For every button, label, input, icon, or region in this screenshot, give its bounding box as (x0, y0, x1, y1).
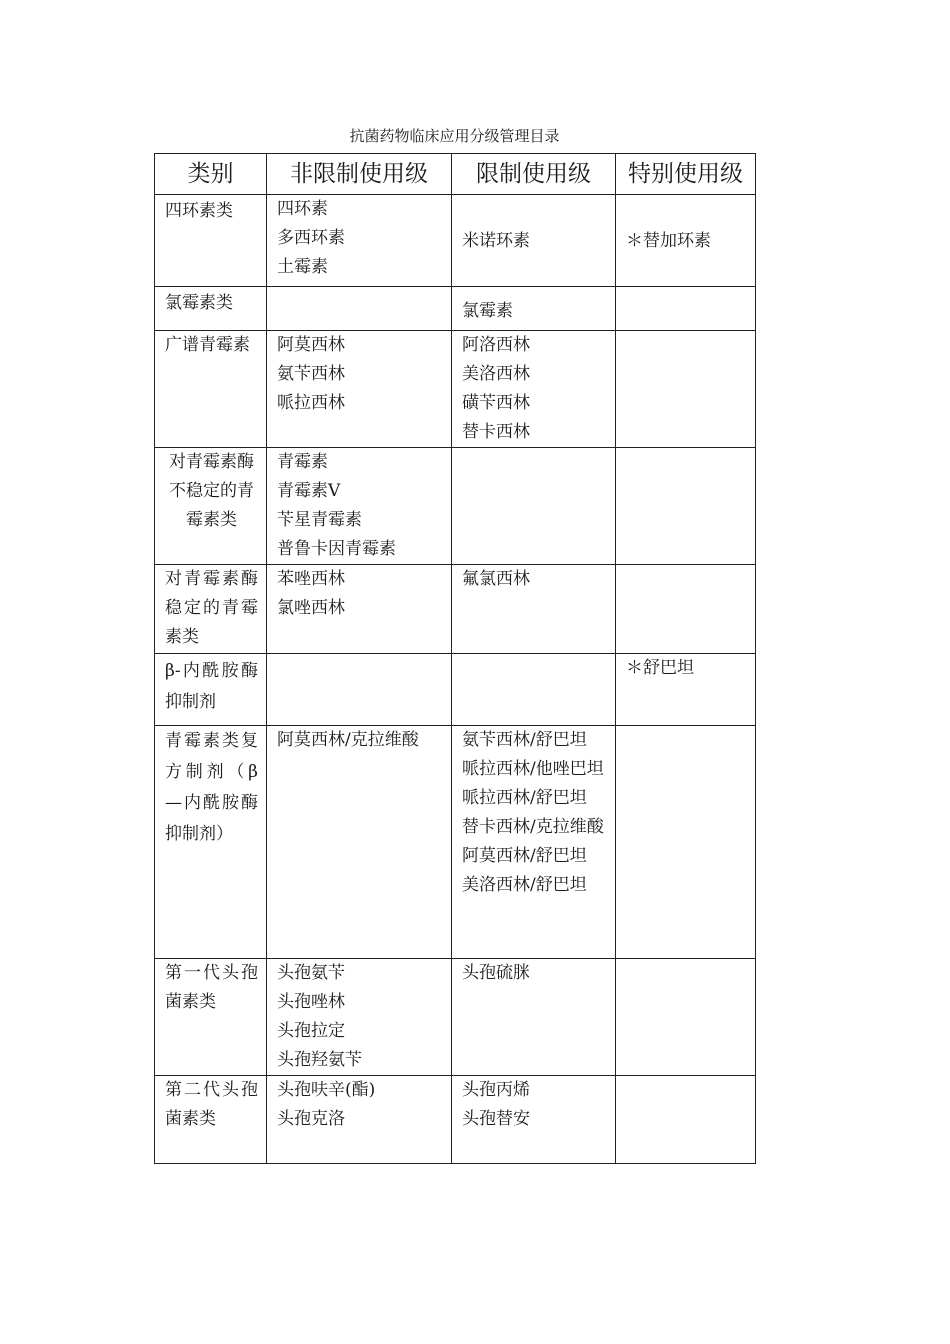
unrestricted-cell (267, 959, 452, 1076)
drug-name: 氯唑西林 (277, 598, 345, 618)
drug-name: 青霉素 (277, 452, 328, 472)
drug-name: 阿莫西林 (277, 335, 345, 355)
table-row (155, 565, 756, 654)
table-row (155, 959, 756, 1076)
drug-name: 头孢呋辛(酯) (277, 1080, 376, 1100)
table-row (155, 726, 756, 959)
category-cell: 第二代头孢菌素类 (155, 1076, 267, 1164)
table-row (155, 1076, 756, 1164)
drug-name: 头孢克洛 (277, 1109, 345, 1129)
table-row (155, 195, 756, 287)
drug-name: ＊舒巴坦 (626, 658, 694, 678)
special-cell (616, 565, 756, 654)
restricted-cell (452, 287, 616, 331)
drug-name: 阿莫西林/舒巴坦 (462, 846, 587, 866)
drug-name: 磺苄西林 (462, 393, 530, 413)
unrestricted-cell (267, 726, 452, 959)
restricted-cell (452, 565, 616, 654)
unrestricted-cell (267, 287, 452, 331)
drug-name: 氨苄西林/舒巴坦 (462, 730, 587, 750)
header-category: 类别 (155, 154, 267, 195)
drug-name: 米诺环素 (462, 231, 530, 251)
category-cell: 氯霉素类 (155, 287, 267, 331)
drug-name: 替卡西林 (462, 422, 530, 442)
category-cell: 广谱青霉素 (155, 331, 267, 448)
drug-name: 氟氯西林 (462, 569, 530, 589)
header-special: 特别使用级 (616, 154, 756, 195)
drug-name: 四环素 (277, 199, 328, 219)
table-row (155, 654, 756, 726)
drug-name: 苄星青霉素 (277, 510, 362, 530)
special-cell (616, 654, 756, 726)
special-cell (616, 287, 756, 331)
drug-name: 头孢替安 (462, 1109, 530, 1129)
drug-name: 头孢硫脒 (462, 963, 530, 983)
drug-name: 哌拉西林 (277, 393, 345, 413)
drug-name: 头孢拉定 (277, 1021, 345, 1041)
special-cell (616, 726, 756, 959)
restricted-cell (452, 1076, 616, 1164)
restricted-cell (452, 654, 616, 726)
drug-name: 阿莫西林/克拉维酸 (277, 730, 419, 750)
drug-name: 美洛西林 (462, 364, 530, 384)
unrestricted-cell (267, 654, 452, 726)
drug-name: ＊替加环素 (626, 231, 711, 251)
drug-name: 氯霉素 (462, 301, 513, 321)
drug-name: 氨苄西林 (277, 364, 345, 384)
category-cell: 四环素类 (155, 195, 267, 287)
header-unrestricted: 非限制使用级 (267, 154, 452, 195)
special-cell (616, 448, 756, 565)
table-header-row (155, 154, 756, 195)
unrestricted-cell (267, 565, 452, 654)
restricted-cell (452, 726, 616, 959)
drug-name: 青霉素Ⅴ (277, 481, 341, 501)
category-cell: 青霉素类复方制剂（β—内酰胺酶抑制剂） (155, 726, 267, 959)
drug-name: 头孢氨苄 (277, 963, 345, 983)
drug-name: 哌拉西林/他唑巴坦 (462, 759, 604, 779)
restricted-cell (452, 331, 616, 448)
drug-name: 头孢唑林 (277, 992, 345, 1012)
special-cell (616, 195, 756, 287)
drug-name: 头孢羟氨苄 (277, 1050, 362, 1070)
drug-name: 普鲁卡因青霉素 (277, 539, 396, 559)
drug-name: 多西环素 (277, 228, 345, 248)
unrestricted-cell (267, 331, 452, 448)
table-row (155, 331, 756, 448)
table-row (155, 448, 756, 565)
special-cell (616, 1076, 756, 1164)
drug-name: 苯唑西林 (277, 569, 345, 589)
drug-name: 头孢丙烯 (462, 1080, 530, 1100)
category-cell: 第一代头孢菌素类 (155, 959, 267, 1076)
category-cell: 对青霉素酶不稳定的青霉素类 (155, 448, 267, 565)
special-cell (616, 331, 756, 448)
drug-name: 阿洛西林 (462, 335, 530, 355)
header-restricted: 限制使用级 (452, 154, 616, 195)
special-cell (616, 959, 756, 1076)
drug-name: 土霉素 (277, 257, 328, 277)
table-row (155, 287, 756, 331)
drug-name: 替卡西林/克拉维酸 (462, 817, 604, 837)
drug-name: 哌拉西林/舒巴坦 (462, 788, 587, 808)
unrestricted-cell (267, 195, 452, 287)
category-cell: β-内酰胺酶抑制剂 (155, 654, 267, 726)
document-title: 抗菌药物临床应用分级管理目录 (349, 127, 560, 145)
drug-name: 美洛西林/舒巴坦 (462, 875, 587, 895)
antibiotic-catalog-table (154, 153, 756, 1164)
restricted-cell (452, 448, 616, 565)
unrestricted-cell (267, 1076, 452, 1164)
unrestricted-cell (267, 448, 452, 565)
restricted-cell (452, 195, 616, 287)
category-cell: 对青霉素酶稳定的青霉素类 (155, 565, 267, 654)
restricted-cell (452, 959, 616, 1076)
